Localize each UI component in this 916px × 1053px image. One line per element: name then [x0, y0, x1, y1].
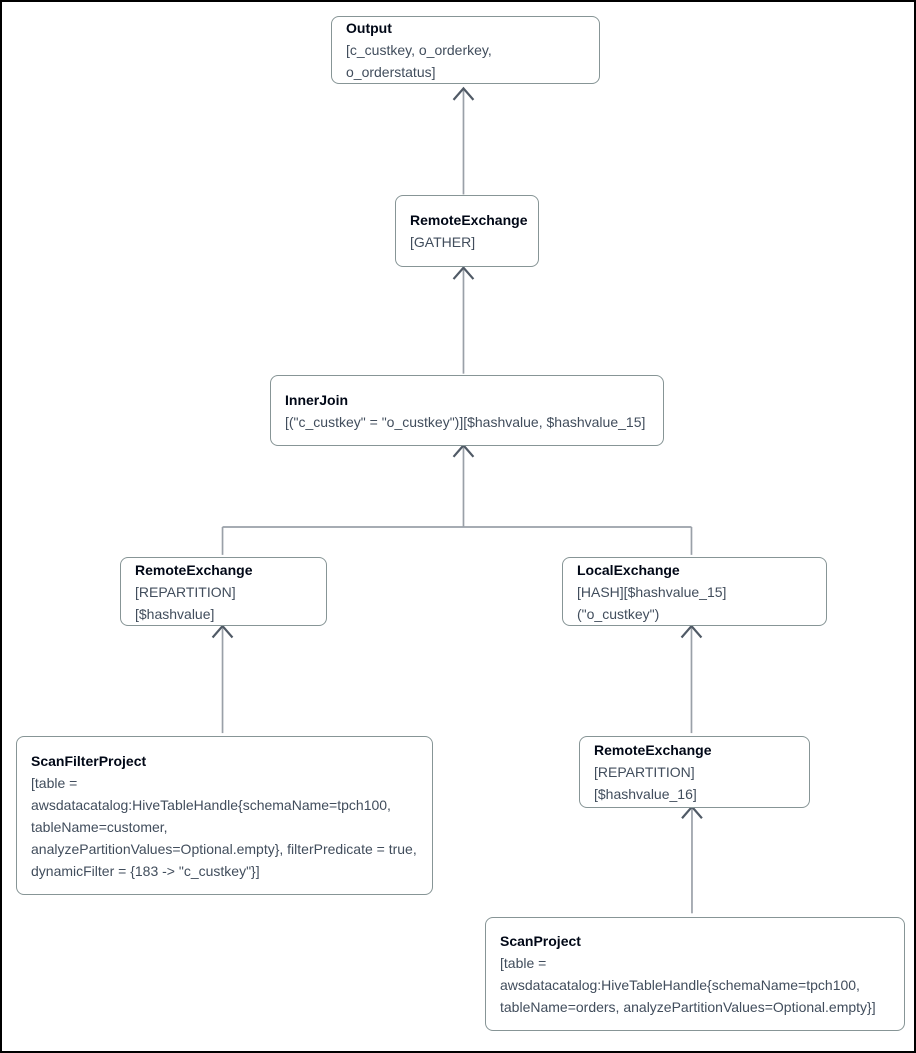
plan-node-output[interactable]: [331, 16, 600, 84]
edge-repartition16-to-localexchange: [682, 626, 702, 733]
node-title: RemoteExchange: [594, 742, 712, 758]
node-title: RemoteExchange: [410, 212, 528, 228]
node-detail: [table = awsdatacatalog:HiveTableHandle{schemaName=tpch100, tableName=orders, analyzePartitionValues=Optional.empty}]: [500, 955, 876, 1015]
node-title: ScanProject: [500, 933, 581, 949]
node-title: LocalExchange: [577, 561, 680, 578]
node-title: Output: [346, 20, 392, 36]
node-title: ScanFilterProject: [31, 752, 147, 769]
edge-scanfilterproject-to-repartition: [213, 626, 233, 733]
node-detail: [REPARTITION][$hashvalue_16]: [594, 764, 697, 802]
node-detail: [REPARTITION][$hashvalue]: [135, 583, 236, 622]
edge-innerjoin-to-gather: [454, 268, 474, 374]
node-title: InnerJoin: [285, 391, 349, 408]
plan-node-inner-join[interactable]: [270, 375, 664, 446]
edge-scanproject-to-repartition16: [682, 807, 702, 914]
node-detail: [table = awsdatacatalog:HiveTableHandle{schemaName=tpch100, tableName=customer, analyzePartitionValues=Optional.empty}, filterPredicate = true, dynamicFilter = {183 -> "c_custkey"}]: [31, 774, 417, 879]
plan-node-remote-exchange-gather[interactable]: [395, 195, 539, 267]
edge-children-to-innerjoin: [223, 445, 692, 555]
plan-node-remote-exchange-repartition[interactable]: [120, 557, 327, 626]
plan-node-scan-filter-project-customer[interactable]: [16, 736, 433, 895]
node-detail: [HASH][$hashvalue_15] ("o_custkey"): [577, 583, 727, 622]
node-detail: [c_custkey, o_orderkey, o_orderstatus]: [346, 42, 492, 80]
plan-node-remote-exchange-repartition-16[interactable]: [579, 736, 810, 808]
edge-gather-to-output: [454, 88, 474, 194]
node-title: RemoteExchange: [135, 561, 253, 578]
node-detail: [("c_custkey" = "o_custkey")][$hashvalue, $hashvalue_15]: [285, 413, 646, 430]
plan-node-scan-project-orders[interactable]: [485, 917, 905, 1031]
plan-node-local-exchange-hash[interactable]: [562, 557, 827, 626]
node-detail: [GATHER]: [410, 234, 476, 250]
